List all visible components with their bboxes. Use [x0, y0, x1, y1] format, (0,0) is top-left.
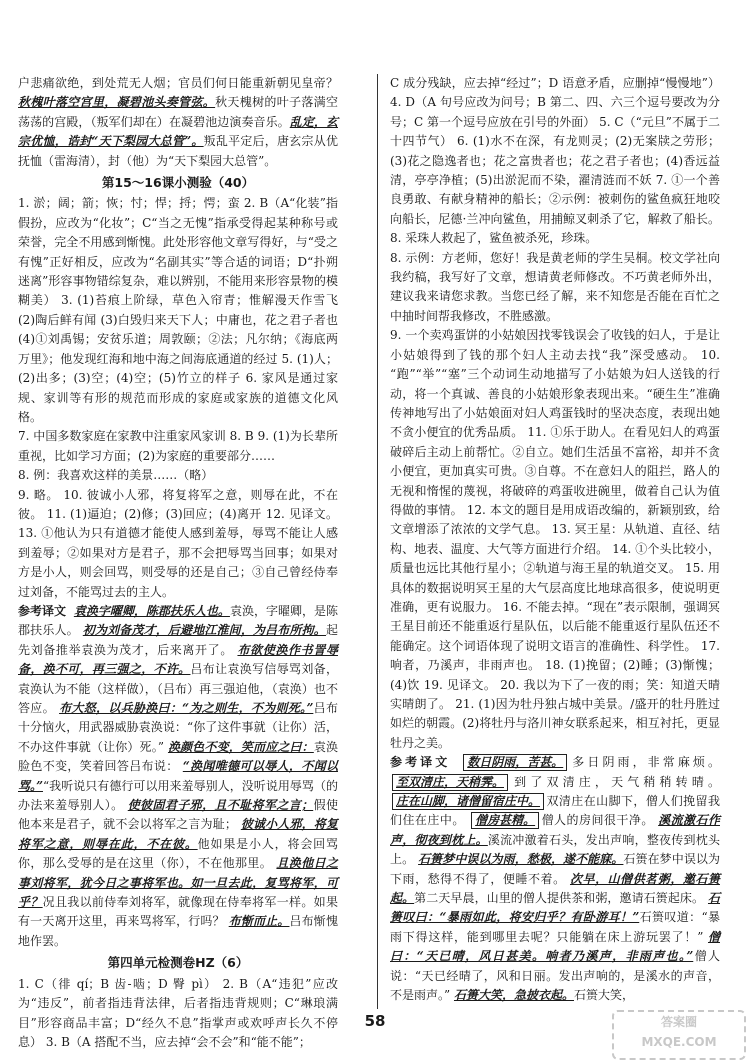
- ref-label: 参考译文: [390, 755, 451, 770]
- paragraph: 户悲痛欲绝，到处荒无人烟；官员们何日能重新朝见皇帝？秋槐叶落空宫里，凝碧池头奏管弦。秋天槐树的叶子落满空荡荡的宫殿，（叛军们却在）在凝碧池边演奏音乐。乱定，玄宗优恤，诰封“天下梨园大总管”。叛乱平定后，唐玄宗从优抚恤（雷海清），封（他）为“天下梨园大总管”。: [18, 76, 338, 168]
- column-divider: [377, 74, 378, 1009]
- section-heading: 第四单元检测卷HZ（6）: [107, 955, 249, 971]
- right-column: [390, 74, 720, 1006]
- answer-block: 1. C（徘 qí；B 齿-啮；D 臀 pì） 2. B（A“违犯”应改为“违反”，前者指违背法律，后者指违背规则；C“琳琅满目”形容商品丰富；D“经久不息”指掌声或欢呼声长久不停息） 3. B（A 搭配不当，应去掉“会不会”和“能不能”；: [18, 976, 338, 1049]
- reference-translation: 参考译文 袁涣字曜卿，陈郡扶乐人也。袁涣，字曜卿，是陈郡扶乐人。 初为刘备茂才，后避地江淮间，为吕布所拘。起先刘备推举袁涣为茂才，后来离开了。 布欲使涣作书詈辱备，涣不可，再三强之，不许。吕布让袁涣写信辱骂刘备，袁涣认为不能（这样做），（吕布）再三强迫他，（袁涣）也不答应。 布大怒，以兵胁涣曰：“为之则生，不为则死。”吕布十分恼火，用武器威胁袁涣说：“你了这件事就（让你）活，不办这件事就（让你）死。” 涣颜色不变，笑而应之曰：袁涣脸色不变，笑着回答吕布说： “涣闻唯德可以辱人，不闻以骂。”“我听说只有德行可以用来羞辱别人，没听说用辱骂（的办法来羞辱别人）。 使彼固君子邪，且不耻将军之言；假使他本来是君子，就不会以将军之言为耻； 彼诚小人邪，将复将军之意，则辱在此，不在彼。他如果是小人，将会回骂你，那么受辱的是在这里（你），不在他那里。 且涣他日之事刘将军，犹今日之事将军也。如一旦去此，复骂将军，可乎？况且我以前侍奉刘将军，就像现在侍奉将军一样。如果有一天离开这里，再来骂将军，行吗？ 布惭而止。吕布惭愧地作罢。: [18, 603, 339, 948]
- answer-block: 7. 中国多数家庭在家教中注重家风家训 8. B 9. (1)为长辈所重视，比如学习方面；(2)为家庭的重要部分……: [18, 429, 338, 463]
- answer-block: 8. 示例：方老师，您好！我是黄老师的学生吴桐。校文学社向我约稿，我写好了文章，想请黄老师修改。不巧黄老师外出，建议我来请您求教。当您已经了解，来不知您是否能在百忙之中抽时间帮我修改，不胜感激。: [390, 250, 720, 323]
- reference-translation: 参考译文 数日阴雨，苦甚。 多日阴雨，非常麻烦。 至双清庄，天稍霁。 到了双清庄，天气稍稍转晴。 庄在山脚，诸僧留宿庄中。 双清庄在山脚下，僧人们挽留我们住在庄中。 僧房甚精。 僧人的房间很干净。 溪流激石作声，彻夜到枕上。溪流冲激着石头，发出声响，整夜传到枕头上。 石篑梦中误以为雨，愁极，遂不能寐。石篑在梦中误以为下雨，愁得不得了，便睡不着。 次早，山僧供茗粥，邀石篑起。第二天早晨，山里的僧人提供茶和粥，邀请石篑起床。 石篑叹曰：“暴雨如此，将安归乎？有卧游耳！”石篑叹道：“暴雨下得这样，能到哪里去呢？只能躺在床上游玩罢了！” 僧曰：“天已晴，风日甚美。响者乃溪声，非雨声也。”僧人说：“天已经晴了，风和日丽。发出声响的，是溪水的声音，不是雨声。” 石篑大笑，急披衣起。石篑大笑，: [390, 755, 720, 1003]
- answer-block: C 成分残缺，应去掉“经过”；D 语意矛盾，应删掉“慢慢地”） 4. D（A 句号应改为问号；B 第二、四、六三个逗号要改为分号；C 第一个逗号应放在引号的外面） 5. C（“元旦”不属于二十四节气） 6. (1)水不在深，有龙则灵；(2)无案牍之劳形；(3)花之隐逸者也；花之富贵者也；花之君子者也；(4)香远益清，亭亭净植；(5)出淤泥而不染，濯清涟而不妖 7. ①一个善良勇敢、有献身精神的船长；②示例：被刺伤的鲨鱼疯狂地咬向船长，尼德·兰冲向鲨鱼，用捕鲸叉刺杀了它，解救了船长。 8. 采珠人救起了，鲨鱼被杀死，珍珠。: [390, 76, 720, 246]
- ref-label: 参考译文: [18, 603, 67, 618]
- answer-block: 9. 略。 10. 彼诚小人邪，将复将军之意，则辱在此，不在彼。 11. (1)逼迫；(2)修；(3)回应；(4)离开 12. 见译文。 13. ①他认为只有道德才能使人感到羞辱，辱骂不能让人感到羞辱；②如果对方是君子，那不会把辱骂当回事；如果对方是小人，则会回骂，则受辱的还是自己；③自己曾经侍奉过刘备，不能骂过去的主人。: [18, 487, 338, 599]
- answer-block: 8. 例：我喜欢这样的美景……（略）: [18, 468, 214, 483]
- section-heading: 第15～16课小测验（40）: [101, 175, 255, 191]
- page-number: 58: [364, 1012, 386, 1030]
- left-column: [18, 74, 338, 1052]
- watermark-logo: 答案圈 MXQE.COM: [612, 1010, 746, 1060]
- answer-block: 9. 一个卖鸡蛋饼的小姑娘因找零钱误会了收钱的妇人，于是让小姑娘得到了钱的那个妇人主动去找“我”深受感动。 10. “跑”“举”“塞”三个动词生动地描写了小姑娘为妇人送钱的行动，将一个真诚、善良的小姑娘形象表现出来。“硬生生”准确传神地写出了小姑娘面对妇人鸡蛋钱时的坚决态度，表现出她不贪小便宜的优秀品质。 11. ①乐于助人。在看见妇人的鸡蛋破碎后主动上前帮忙。②自立。她们生活虽不富裕，却并不贪小便宜，更加真实可贵。③自尊。不在意妇人的阻拦，路人的无视和惰惺的蔑视，将破碎的鸡蛋收进碗里，做着自己认为值得做的事情。 12. 本文的题目是用成语改编的，新颖别致，给文章增添了浓浓的文学气息。 13. 冥王星：从轨道、直径、结构、地表、温度、大气等方面进行介绍。 14. ①个头比较小，质量也远比其他行星小；②轨道与海王星的轨道交叉。 15. 用具体的数据说明冥王星的大气层高度比地球高很多，使说明更准确，更有说服力。 16. 不能去掉。“现在”表示限制，强调冥王星目前还不能重返行星队伍，以后能不能重返行星队伍还不能确定。这个词语体现了说明文语言的准确性、科学性。 17. 响者，乃溪声，非雨声也。 18. (1)挽留；(2)睡；(3)惭愧；(4)饮 19. 见译文。 20. 我以为下了一夜的雨；笑：知道天晴实晴朗了。 21. (1)因为牡丹独占城中美景。/盛开的牡丹胜过如烂的朝霞。(2)将牡丹与洛川神女联系起来，相互衬托，更显牡丹之美。: [390, 328, 720, 750]
- answer-block: 1. 淤；阔；箭；恢；忖；悍；捋；愕；蛮 2. B（A“化装”指假扮，应改为“化妆”；C“当之无愧”指承受得起某种称号或荣誉，完全不用感到惭愧。此处形容他文章写得好，与“受之有愧”正好相反，应改为“名副其实”等合适的词语；D“扑朔迷离”形容事物错综复杂，难以辨别，不能用来形容景物的模糊美） 3. (1)苔痕上阶绿，草色入帘青；惟解漫天作雪飞 (2)陶后鲜有闻 (3)白毁归来天下人；中庸也，花之君子者也 (4)①刘禹锡；安贫乐道；周敦颐；②法；凡尔纳；《海底两万里》；他发现红海和地中海之间海底通道的经过 5. (1)人；(2)出多；(3)空；(4)空；(5)竹立的样子 6. 家风是通过家规、家训等有形的规范而形成的家庭或家族的道德文化风格。: [18, 196, 338, 424]
